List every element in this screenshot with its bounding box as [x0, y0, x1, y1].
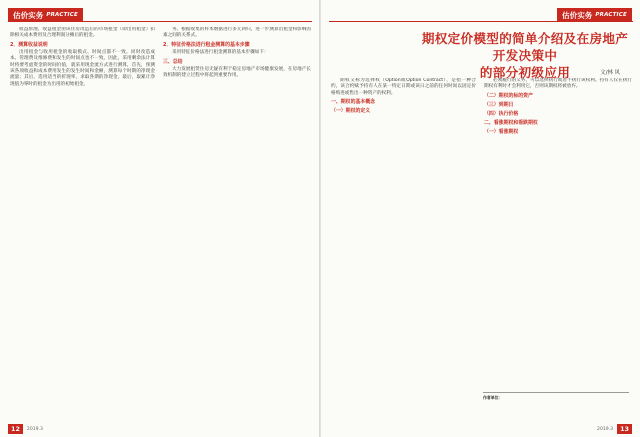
author-affiliation-note: 作者单位：: [483, 392, 629, 401]
issue-right: 2019.3: [597, 426, 614, 432]
section-tag-right: 估价实务 PRACTICE: [557, 8, 632, 22]
title-line-2: 的部分初级应用: [479, 65, 571, 80]
heading-rent-calculation: 2．测算收益说明: [10, 42, 48, 49]
author-byline: 文/林 风: [600, 70, 620, 76]
page-number-left: 12: [8, 424, 23, 434]
issue-left: 2019.3: [26, 426, 43, 432]
right-column-2: [484, 78, 632, 388]
col1-intro: [10, 27, 155, 40]
rc1-p1: [331, 78, 476, 97]
left-footer: [8, 424, 47, 434]
heading-strike: （四）执行价格: [484, 110, 519, 117]
heading-basic-concepts: 一、期权的基本概念: [331, 99, 376, 106]
paragraph: 大力发展租赁住房无疑有利于稳定房地产市场健康发展，在房地产长效机制的建立过程中将起到重要作用。: [163, 66, 311, 79]
paragraph: 出用租金与收用租金的收取模式、时间点都不一致。同时改造成本、管理费及维修费和发生的时间点也不一致。因此，采用剩余法计算时将要考虑资金的时间价值，就采用现金流方式进行测算，首先，预测该各项收益和成本费用发生的发生时间和金额，测算每个时期的净现金流量；其后，选用适当的折现率，求取各期的净现金，最后，取累计净现值为零时的租金为出用的初始租金。: [10, 50, 155, 87]
heading-hedonic-steps: 2．特征价格法进行租金测算的基本步骤: [163, 42, 250, 49]
page-number-right: 13: [617, 424, 632, 434]
right-column-1: [331, 78, 476, 422]
heading-summary: 三、总结: [163, 58, 183, 65]
col1-p2: [10, 50, 155, 88]
rc2-p1: [484, 78, 632, 91]
heading-definition: （一）期权的定义: [331, 108, 371, 115]
paragraph: 收益原理、收益租金由该住房改造后的市场租金（即出用租金）扣除相关成本费用及合理利润分摊后的租金。: [10, 27, 155, 39]
right-page: [320, 0, 640, 437]
title-line-1: 期权定价模型的简单介绍及在房地产开发决策中: [421, 31, 629, 63]
col2-p1: [163, 27, 311, 40]
heading-call-option: （一）看涨期权: [484, 128, 519, 135]
heading-underlying: （二）期权的标的资产: [484, 93, 533, 100]
paragraph: 必须履行的义务，可以选择执行或者不执行该权利。持有人仅在执行期权有利时才会利用它，否则该期权将被放弃。: [484, 78, 632, 90]
left-column-1: [10, 27, 155, 422]
heading-expiry: （三）到期日: [484, 102, 514, 109]
header-rule: [8, 21, 312, 22]
paragraph: 期权又称为选择权（Option或Option Contract），是指一种合约，该合约赋予持有人在某一特定日期或该日之前的任何时间以固定价格购进或售出一种资产的权利。: [331, 78, 476, 96]
right-header: [557, 8, 632, 22]
section-tag: 估价实务 PRACTICE: [8, 8, 83, 22]
left-column-2: [163, 27, 311, 422]
heading-call-put: 二、看涨期权和看跌期权: [484, 119, 538, 126]
right-footer: [593, 424, 632, 434]
col2-p2: [163, 50, 311, 56]
col2-p3: [163, 67, 311, 80]
left-header: [8, 8, 83, 22]
paragraph: 采用特征价格法进行租金测算的基本步骤如下：: [172, 50, 269, 56]
paragraph: 务。根据收集的样本数据进行多元回归，进一步测算出租金和影响因素之间的关系式。: [163, 27, 311, 39]
header-rule-right: [329, 21, 633, 22]
